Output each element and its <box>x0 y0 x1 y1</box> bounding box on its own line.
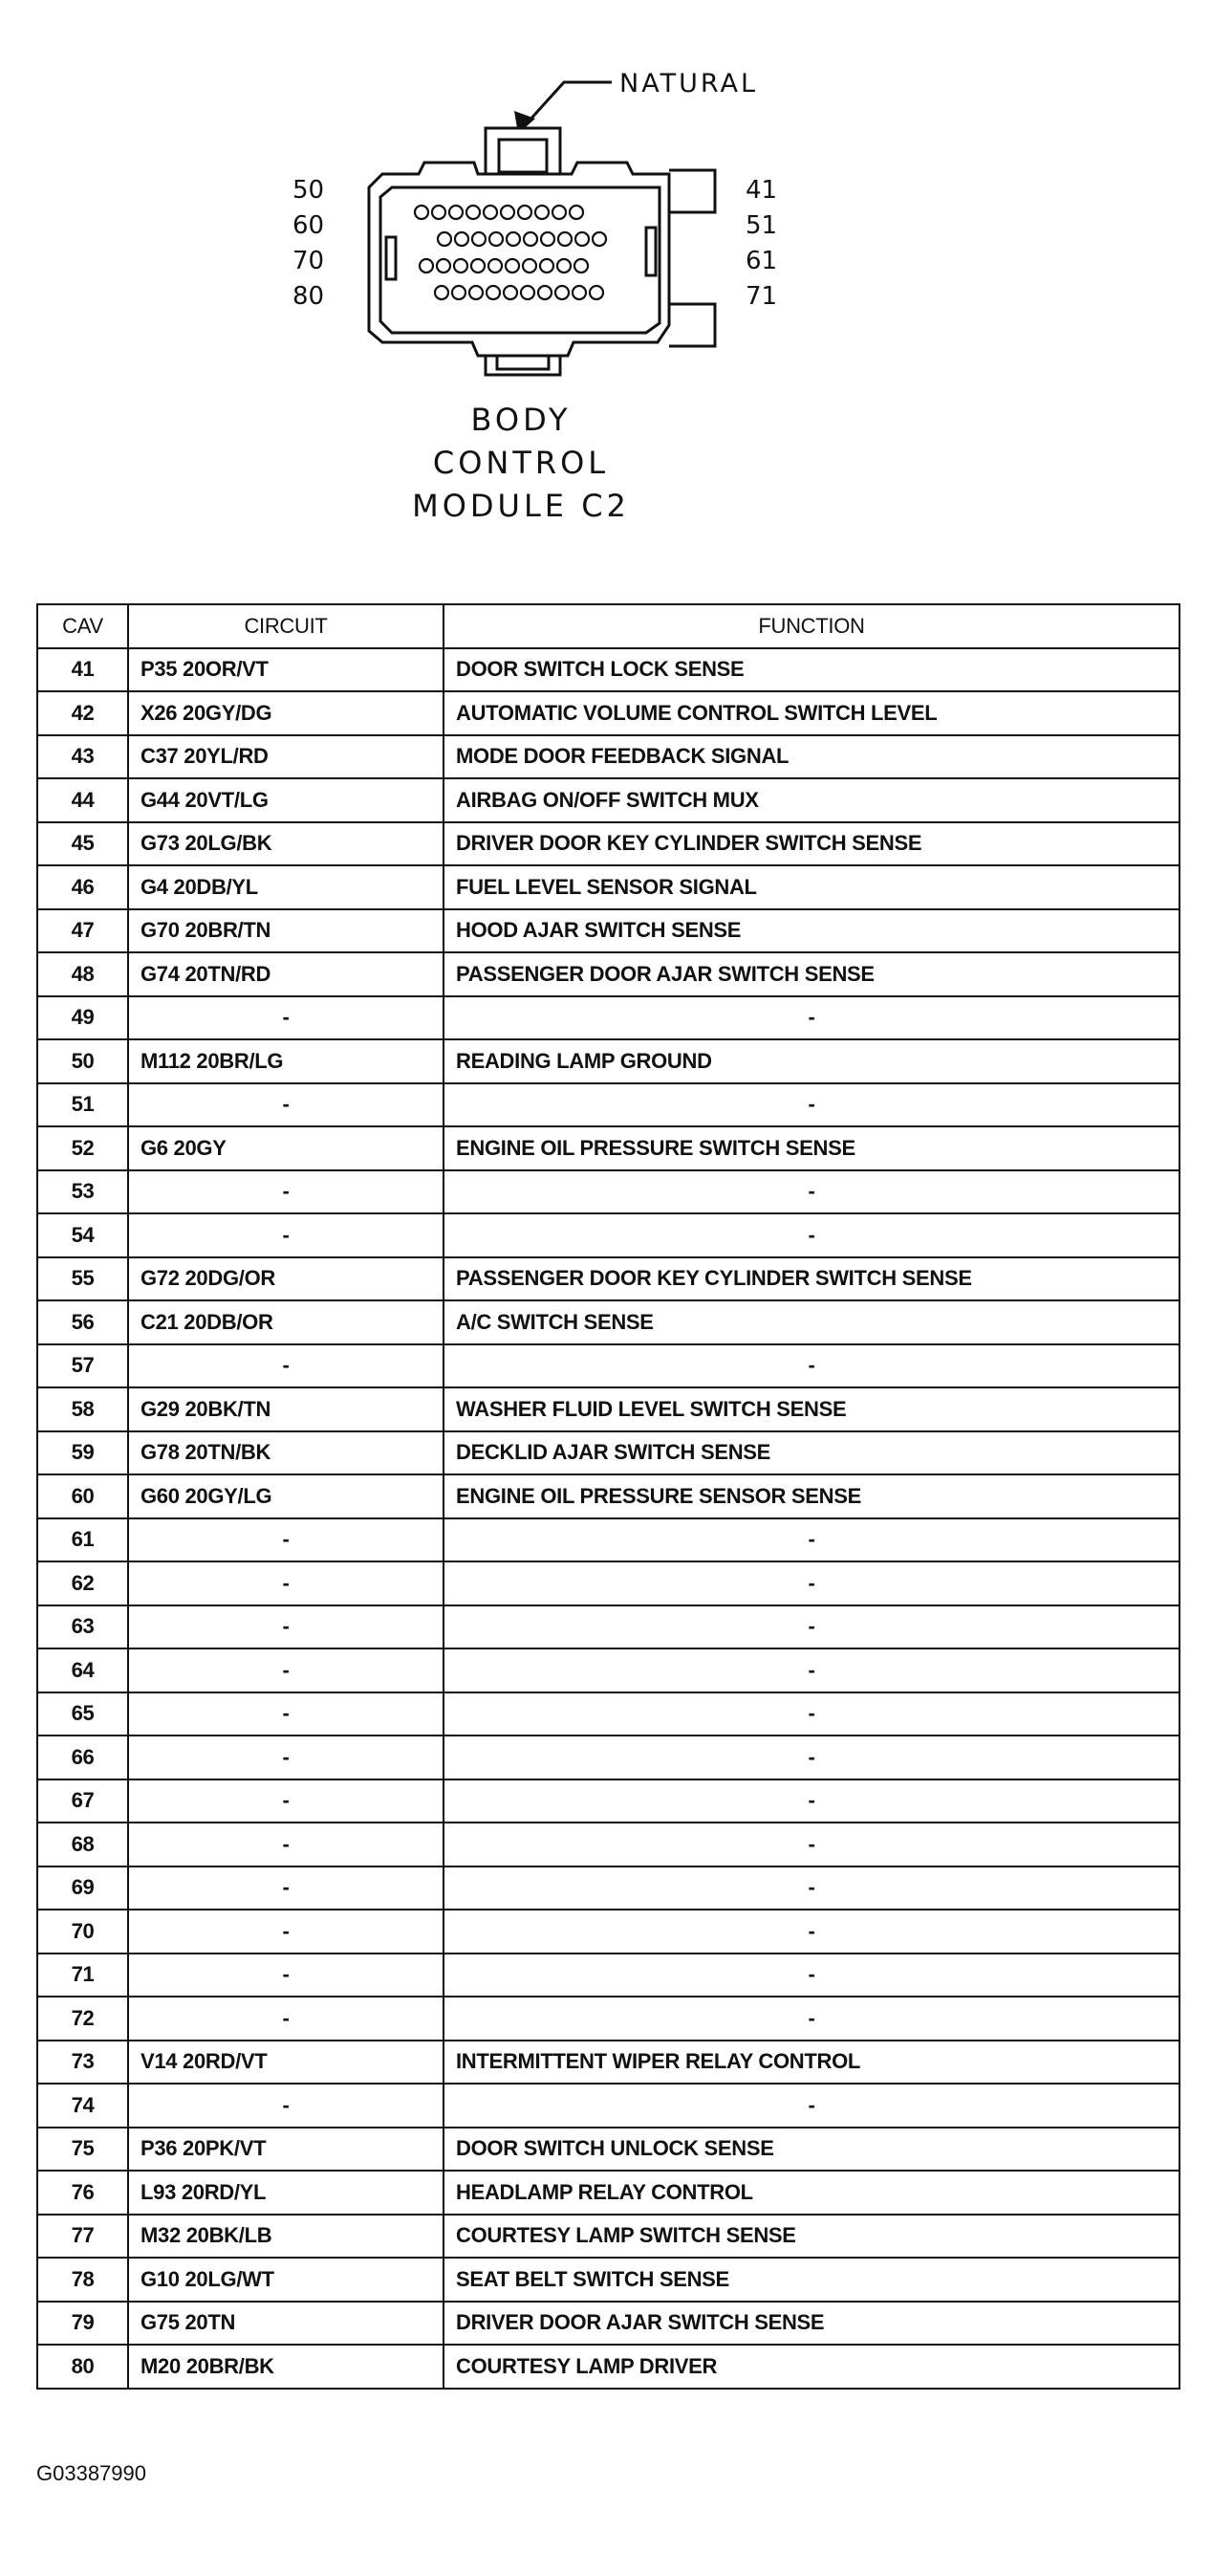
cav-cell: 68 <box>37 1823 128 1867</box>
table-row <box>37 1039 1180 1083</box>
function-cell: MODE DOOR FEEDBACK SIGNAL <box>444 735 1180 779</box>
cav-cell: 52 <box>37 1126 128 1170</box>
cav-cell: 53 <box>37 1170 128 1214</box>
function-cell: - <box>444 1779 1180 1823</box>
cav-cell: 70 <box>37 1910 128 1954</box>
function-cell: DECKLID AJAR SWITCH SENSE <box>444 1431 1180 1475</box>
circuit-cell: - <box>128 1605 444 1649</box>
table-row <box>37 1344 1180 1388</box>
table-row <box>37 952 1180 996</box>
circuit-cell: - <box>128 1954 444 1997</box>
circuit-cell: G72 20DG/OR <box>128 1257 444 1301</box>
function-cell: ENGINE OIL PRESSURE SENSOR SENSE <box>444 1474 1180 1518</box>
table-row <box>37 1170 1180 1214</box>
circuit-cell: C21 20DB/OR <box>128 1300 444 1344</box>
circuit-cell: G75 20TN <box>128 2302 444 2346</box>
circuit-cell: X26 20GY/DG <box>128 691 444 735</box>
circuit-cell: - <box>128 2084 444 2128</box>
table-row <box>37 1823 1180 1867</box>
left-label-50: 50 <box>292 176 325 205</box>
table-row <box>37 2302 1180 2346</box>
function-cell: - <box>444 1692 1180 1736</box>
table-row <box>37 691 1180 735</box>
circuit-cell: L93 20RD/YL <box>128 2171 444 2215</box>
circuit-cell: G29 20BK/TN <box>128 1387 444 1431</box>
function-cell: - <box>444 1736 1180 1779</box>
circuit-cell: V14 20RD/VT <box>128 2041 444 2085</box>
module-title-line-2: CONTROL <box>432 445 610 481</box>
circuit-cell: M32 20BK/LB <box>128 2215 444 2259</box>
table-row <box>37 2171 1180 2215</box>
table-row <box>37 648 1180 692</box>
circuit-cell: - <box>128 1736 444 1779</box>
header-function: FUNCTION <box>444 604 1180 648</box>
table-row <box>37 2041 1180 2085</box>
circuit-cell: - <box>128 1823 444 1867</box>
table-row <box>37 2345 1180 2389</box>
table-row <box>37 1083 1180 1127</box>
pointer-arrow <box>528 82 612 122</box>
function-cell: - <box>444 1823 1180 1867</box>
circuit-cell: - <box>128 1561 444 1605</box>
table-row <box>37 778 1180 822</box>
cav-cell: 58 <box>37 1387 128 1431</box>
table-row <box>37 2258 1180 2302</box>
circuit-cell: C37 20YL/RD <box>128 735 444 779</box>
cav-cell: 49 <box>37 996 128 1040</box>
function-cell: - <box>444 1561 1180 1605</box>
function-cell: PASSENGER DOOR KEY CYLINDER SWITCH SENSE <box>444 1257 1180 1301</box>
function-cell: COURTESY LAMP DRIVER <box>444 2345 1180 2389</box>
cav-cell: 50 <box>37 1039 128 1083</box>
cav-cell: 80 <box>37 2345 128 2389</box>
circuit-cell: - <box>128 1867 444 1910</box>
left-label-70: 70 <box>292 247 325 275</box>
function-cell: - <box>444 1605 1180 1649</box>
table-row <box>37 735 1180 779</box>
table-row <box>37 1561 1180 1605</box>
function-cell: - <box>444 2084 1180 2128</box>
circuit-cell: - <box>128 1213 444 1257</box>
table-row <box>37 2128 1180 2172</box>
function-cell: - <box>444 1213 1180 1257</box>
circuit-cell: G73 20LG/BK <box>128 822 444 866</box>
cav-cell: 44 <box>37 778 128 822</box>
function-cell: - <box>444 1867 1180 1910</box>
table-row <box>37 996 1180 1040</box>
cav-cell: 74 <box>37 2084 128 2128</box>
table-row <box>37 865 1180 909</box>
cav-cell: 62 <box>37 1561 128 1605</box>
module-title-line-1: BODY <box>470 402 572 438</box>
circuit-cell: G78 20TN/BK <box>128 1431 444 1475</box>
right-label-51: 51 <box>746 211 778 240</box>
function-cell: PASSENGER DOOR AJAR SWITCH SENSE <box>444 952 1180 996</box>
function-cell: DOOR SWITCH LOCK SENSE <box>444 648 1180 692</box>
cav-cell: 71 <box>37 1954 128 1997</box>
header-circuit: CIRCUIT <box>128 604 444 648</box>
circuit-cell: - <box>128 1170 444 1214</box>
cav-cell: 47 <box>37 909 128 953</box>
function-cell: DRIVER DOOR KEY CYLINDER SWITCH SENSE <box>444 822 1180 866</box>
cav-cell: 57 <box>37 1344 128 1388</box>
cav-cell: 42 <box>37 691 128 735</box>
function-cell: HEADLAMP RELAY CONTROL <box>444 2171 1180 2215</box>
circuit-cell: - <box>128 1648 444 1692</box>
function-cell: - <box>444 1083 1180 1127</box>
cav-cell: 60 <box>37 1474 128 1518</box>
table-row <box>37 1648 1180 1692</box>
table-row <box>37 1387 1180 1431</box>
table-row <box>37 1997 1180 2041</box>
table-row <box>37 1736 1180 1779</box>
function-cell: WASHER FLUID LEVEL SWITCH SENSE <box>444 1387 1180 1431</box>
table-row <box>37 1605 1180 1649</box>
cav-cell: 56 <box>37 1300 128 1344</box>
cav-cell: 79 <box>37 2302 128 2346</box>
table-row <box>37 1910 1180 1954</box>
cav-cell: 78 <box>37 2258 128 2302</box>
table-row <box>37 1213 1180 1257</box>
cav-cell: 54 <box>37 1213 128 1257</box>
circuit-cell: - <box>128 996 444 1040</box>
cav-cell: 46 <box>37 865 128 909</box>
function-cell: DOOR SWITCH UNLOCK SENSE <box>444 2128 1180 2172</box>
circuit-cell: G44 20VT/LG <box>128 778 444 822</box>
cav-cell: 51 <box>37 1083 128 1127</box>
table-row <box>37 1867 1180 1910</box>
cav-cell: 45 <box>37 822 128 866</box>
table-header-row <box>37 604 1180 648</box>
circuit-cell: - <box>128 1779 444 1823</box>
table-row <box>37 1300 1180 1344</box>
circuit-cell: G10 20LG/WT <box>128 2258 444 2302</box>
table-row <box>37 2215 1180 2259</box>
cav-cell: 67 <box>37 1779 128 1823</box>
circuit-cell: G74 20TN/RD <box>128 952 444 996</box>
table-row <box>37 1257 1180 1301</box>
cav-cell: 75 <box>37 2128 128 2172</box>
table-row <box>37 1518 1180 1562</box>
cav-cell: 63 <box>37 1605 128 1649</box>
function-cell: ENGINE OIL PRESSURE SWITCH SENSE <box>444 1126 1180 1170</box>
circuit-cell: G6 20GY <box>128 1126 444 1170</box>
function-cell: READING LAMP GROUND <box>444 1039 1180 1083</box>
circuit-cell: G4 20DB/YL <box>128 865 444 909</box>
circuit-cell: M112 20BR/LG <box>128 1039 444 1083</box>
table-row <box>37 1474 1180 1518</box>
function-cell: - <box>444 1910 1180 1954</box>
table-row <box>37 1779 1180 1823</box>
function-cell: SEAT BELT SWITCH SENSE <box>444 2258 1180 2302</box>
circuit-cell: G60 20GY/LG <box>128 1474 444 1518</box>
cav-cell: 65 <box>37 1692 128 1736</box>
module-title-line-3: MODULE C2 <box>412 488 630 524</box>
circuit-cell: P35 20OR/VT <box>128 648 444 692</box>
function-cell: - <box>444 1518 1180 1562</box>
table-row <box>37 1692 1180 1736</box>
function-cell: COURTESY LAMP SWITCH SENSE <box>444 2215 1180 2259</box>
circuit-cell: - <box>128 1910 444 1954</box>
connector-body <box>369 128 715 375</box>
table-body <box>37 648 1180 2389</box>
table-row <box>37 1126 1180 1170</box>
left-label-80: 80 <box>292 282 325 311</box>
cav-cell: 76 <box>37 2171 128 2215</box>
circuit-cell: P36 20PK/VT <box>128 2128 444 2172</box>
left-label-60: 60 <box>292 211 325 240</box>
table-row <box>37 1954 1180 1997</box>
cav-cell: 66 <box>37 1736 128 1779</box>
circuit-cell: - <box>128 1083 444 1127</box>
figure-code: G03387990 <box>36 2461 146 2485</box>
function-cell: - <box>444 996 1180 1040</box>
circuit-cell: - <box>128 1997 444 2041</box>
cav-cell: 61 <box>37 1518 128 1562</box>
function-cell: AUTOMATIC VOLUME CONTROL SWITCH LEVEL <box>444 691 1180 735</box>
table-row <box>37 1431 1180 1475</box>
circuit-cell: - <box>128 1692 444 1736</box>
cav-cell: 77 <box>37 2215 128 2259</box>
function-cell: - <box>444 1997 1180 2041</box>
cav-cell: 59 <box>37 1431 128 1475</box>
cav-cell: 73 <box>37 2041 128 2085</box>
function-cell: - <box>444 1648 1180 1692</box>
function-cell: HOOD AJAR SWITCH SENSE <box>444 909 1180 953</box>
right-label-71: 71 <box>746 282 778 311</box>
cav-cell: 55 <box>37 1257 128 1301</box>
pointer-label: NATURAL <box>619 69 759 98</box>
function-cell: - <box>444 1170 1180 1214</box>
table-row <box>37 909 1180 953</box>
function-cell: A/C SWITCH SENSE <box>444 1300 1180 1344</box>
cav-cell: 72 <box>37 1997 128 2041</box>
table-row <box>37 2084 1180 2128</box>
connector-diagram <box>0 0 1212 555</box>
cav-cell: 43 <box>37 735 128 779</box>
cav-cell: 41 <box>37 648 128 692</box>
cav-cell: 69 <box>37 1867 128 1910</box>
circuit-cell: G70 20BR/TN <box>128 909 444 953</box>
right-label-41: 41 <box>746 176 778 205</box>
circuit-cell: - <box>128 1344 444 1388</box>
circuit-cell: M20 20BR/BK <box>128 2345 444 2389</box>
cav-cell: 48 <box>37 952 128 996</box>
cav-cell: 64 <box>37 1648 128 1692</box>
pin-function-table <box>36 603 1180 2390</box>
function-cell: AIRBAG ON/OFF SWITCH MUX <box>444 778 1180 822</box>
function-cell: FUEL LEVEL SENSOR SIGNAL <box>444 865 1180 909</box>
function-cell: DRIVER DOOR AJAR SWITCH SENSE <box>444 2302 1180 2346</box>
header-cav: CAV <box>37 604 128 648</box>
circuit-cell: - <box>128 1518 444 1562</box>
right-label-61: 61 <box>746 247 778 275</box>
table-row <box>37 822 1180 866</box>
function-cell: - <box>444 1344 1180 1388</box>
function-cell: INTERMITTENT WIPER RELAY CONTROL <box>444 2041 1180 2085</box>
function-cell: - <box>444 1954 1180 1997</box>
